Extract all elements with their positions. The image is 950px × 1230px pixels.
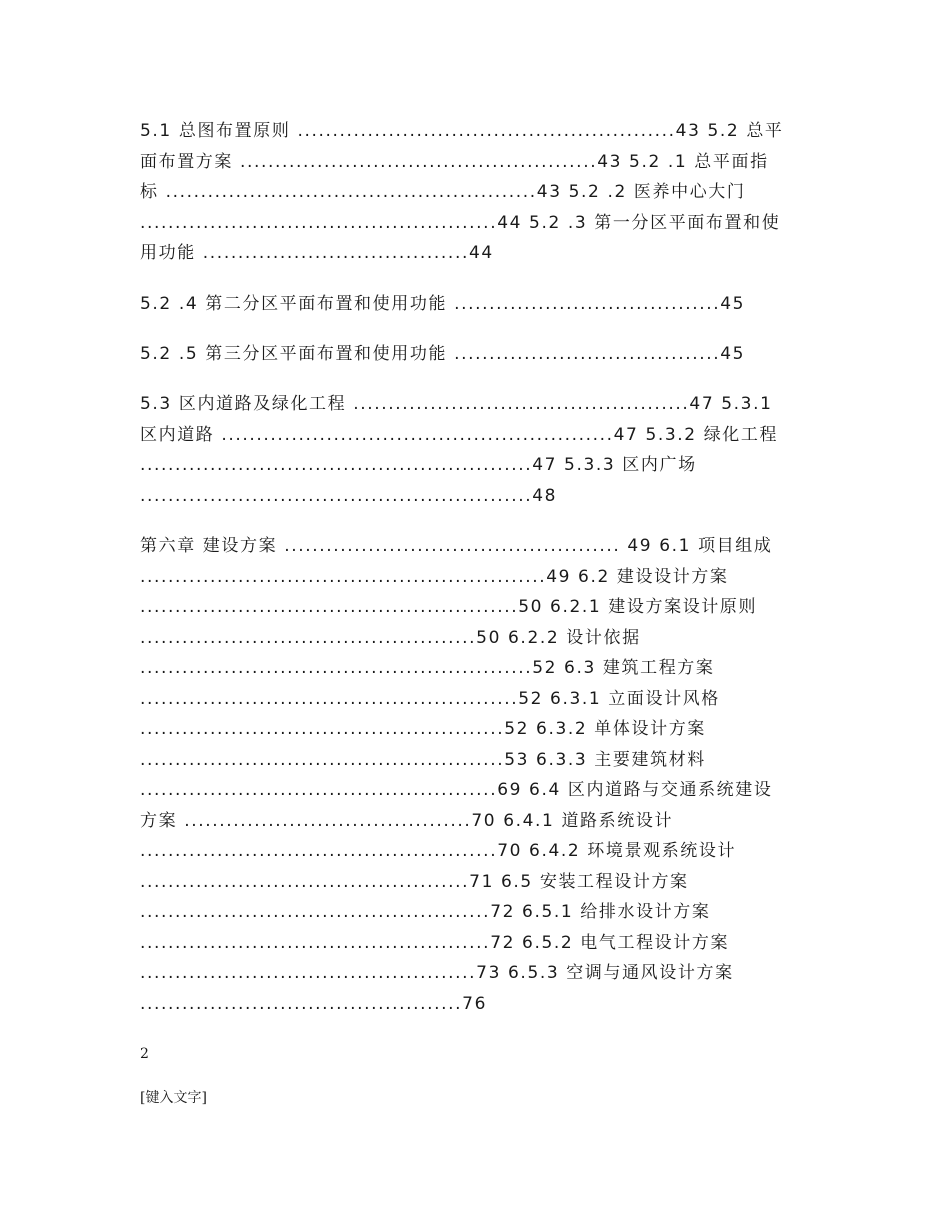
toc-paragraph <box>140 116 830 269</box>
toc-paragraph <box>140 289 830 320</box>
toc-line: ........................................................52 6.3 建筑工程方案 <box>140 658 715 678</box>
toc-line: ..................................................72 6.5.1 给排水设计方案 <box>140 902 711 922</box>
toc-line: ....................................................53 6.3.3 主要建筑材料 <box>140 749 706 770</box>
toc-line: ...................................................44 5.2 .3 第一分区平面布置和使 <box>140 212 781 233</box>
toc-line: 标 .....................................................43 5.2 .2 医养中心大门 <box>140 182 746 202</box>
toc-line: ........................................................48 <box>140 485 558 506</box>
toc-line: ..................................................72 6.5.2 电气工程设计方案 <box>140 932 730 953</box>
toc-paragraph <box>140 389 830 511</box>
toc-line: ........................................................47 5.3.3 区内广场 <box>140 455 697 475</box>
toc-line: 5.2 .5 第三分区平面布置和使用功能 ......................................45 <box>140 344 746 364</box>
toc-line: 5.3 区内道路及绿化工程 ................................................47 5.3.1 <box>140 394 773 414</box>
toc-line: ..............................................76 <box>140 993 488 1014</box>
toc-line: 第六章 建设方案 ................................................ 49 6.1 项目组成 <box>140 536 773 556</box>
page-number: 2 <box>140 1046 149 1062</box>
toc-line: ..........................................................49 6.2 建设设计方案 <box>140 566 729 587</box>
toc-line: 方案 .........................................70 6.4.1 道路系统设计 <box>140 810 674 831</box>
toc-line: 用功能 ......................................44 <box>140 243 494 263</box>
toc-line: ......................................................50 6.2.1 建设方案设计原则 <box>140 597 758 617</box>
toc-line: ................................................73 6.5.3 空调与通风设计方案 <box>140 963 734 983</box>
toc-line: ......................................................52 6.3.1 立面设计风格 <box>140 688 720 709</box>
header-placeholder[interactable]: [键入文字] <box>140 1090 207 1106</box>
toc-line: ...................................................69 6.4 区内道路与交通系统建设 <box>140 780 773 800</box>
toc-line: 5.1 总图布置原则 ......................................................43 5.2 总平 <box>140 121 784 141</box>
toc-paragraph <box>140 339 830 370</box>
toc-line: ................................................50 6.2.2 设计依据 <box>140 627 641 648</box>
toc-line: 区内道路 ........................................................47 5.3.2 绿化工程 <box>140 424 779 445</box>
toc-line: 面布置方案 ...................................................43 5.2 .1 总平面指 <box>140 151 769 172</box>
toc-line: ....................................................52 6.3.2 单体设计方案 <box>140 719 706 739</box>
toc-line: ...............................................71 6.5 安装工程设计方案 <box>140 871 689 892</box>
toc-line: 5.2 .4 第二分区平面布置和使用功能 ......................................45 <box>140 294 746 314</box>
toc-paragraph <box>140 531 830 1019</box>
toc-line: ...................................................70 6.4.2 环境景观系统设计 <box>140 841 737 861</box>
